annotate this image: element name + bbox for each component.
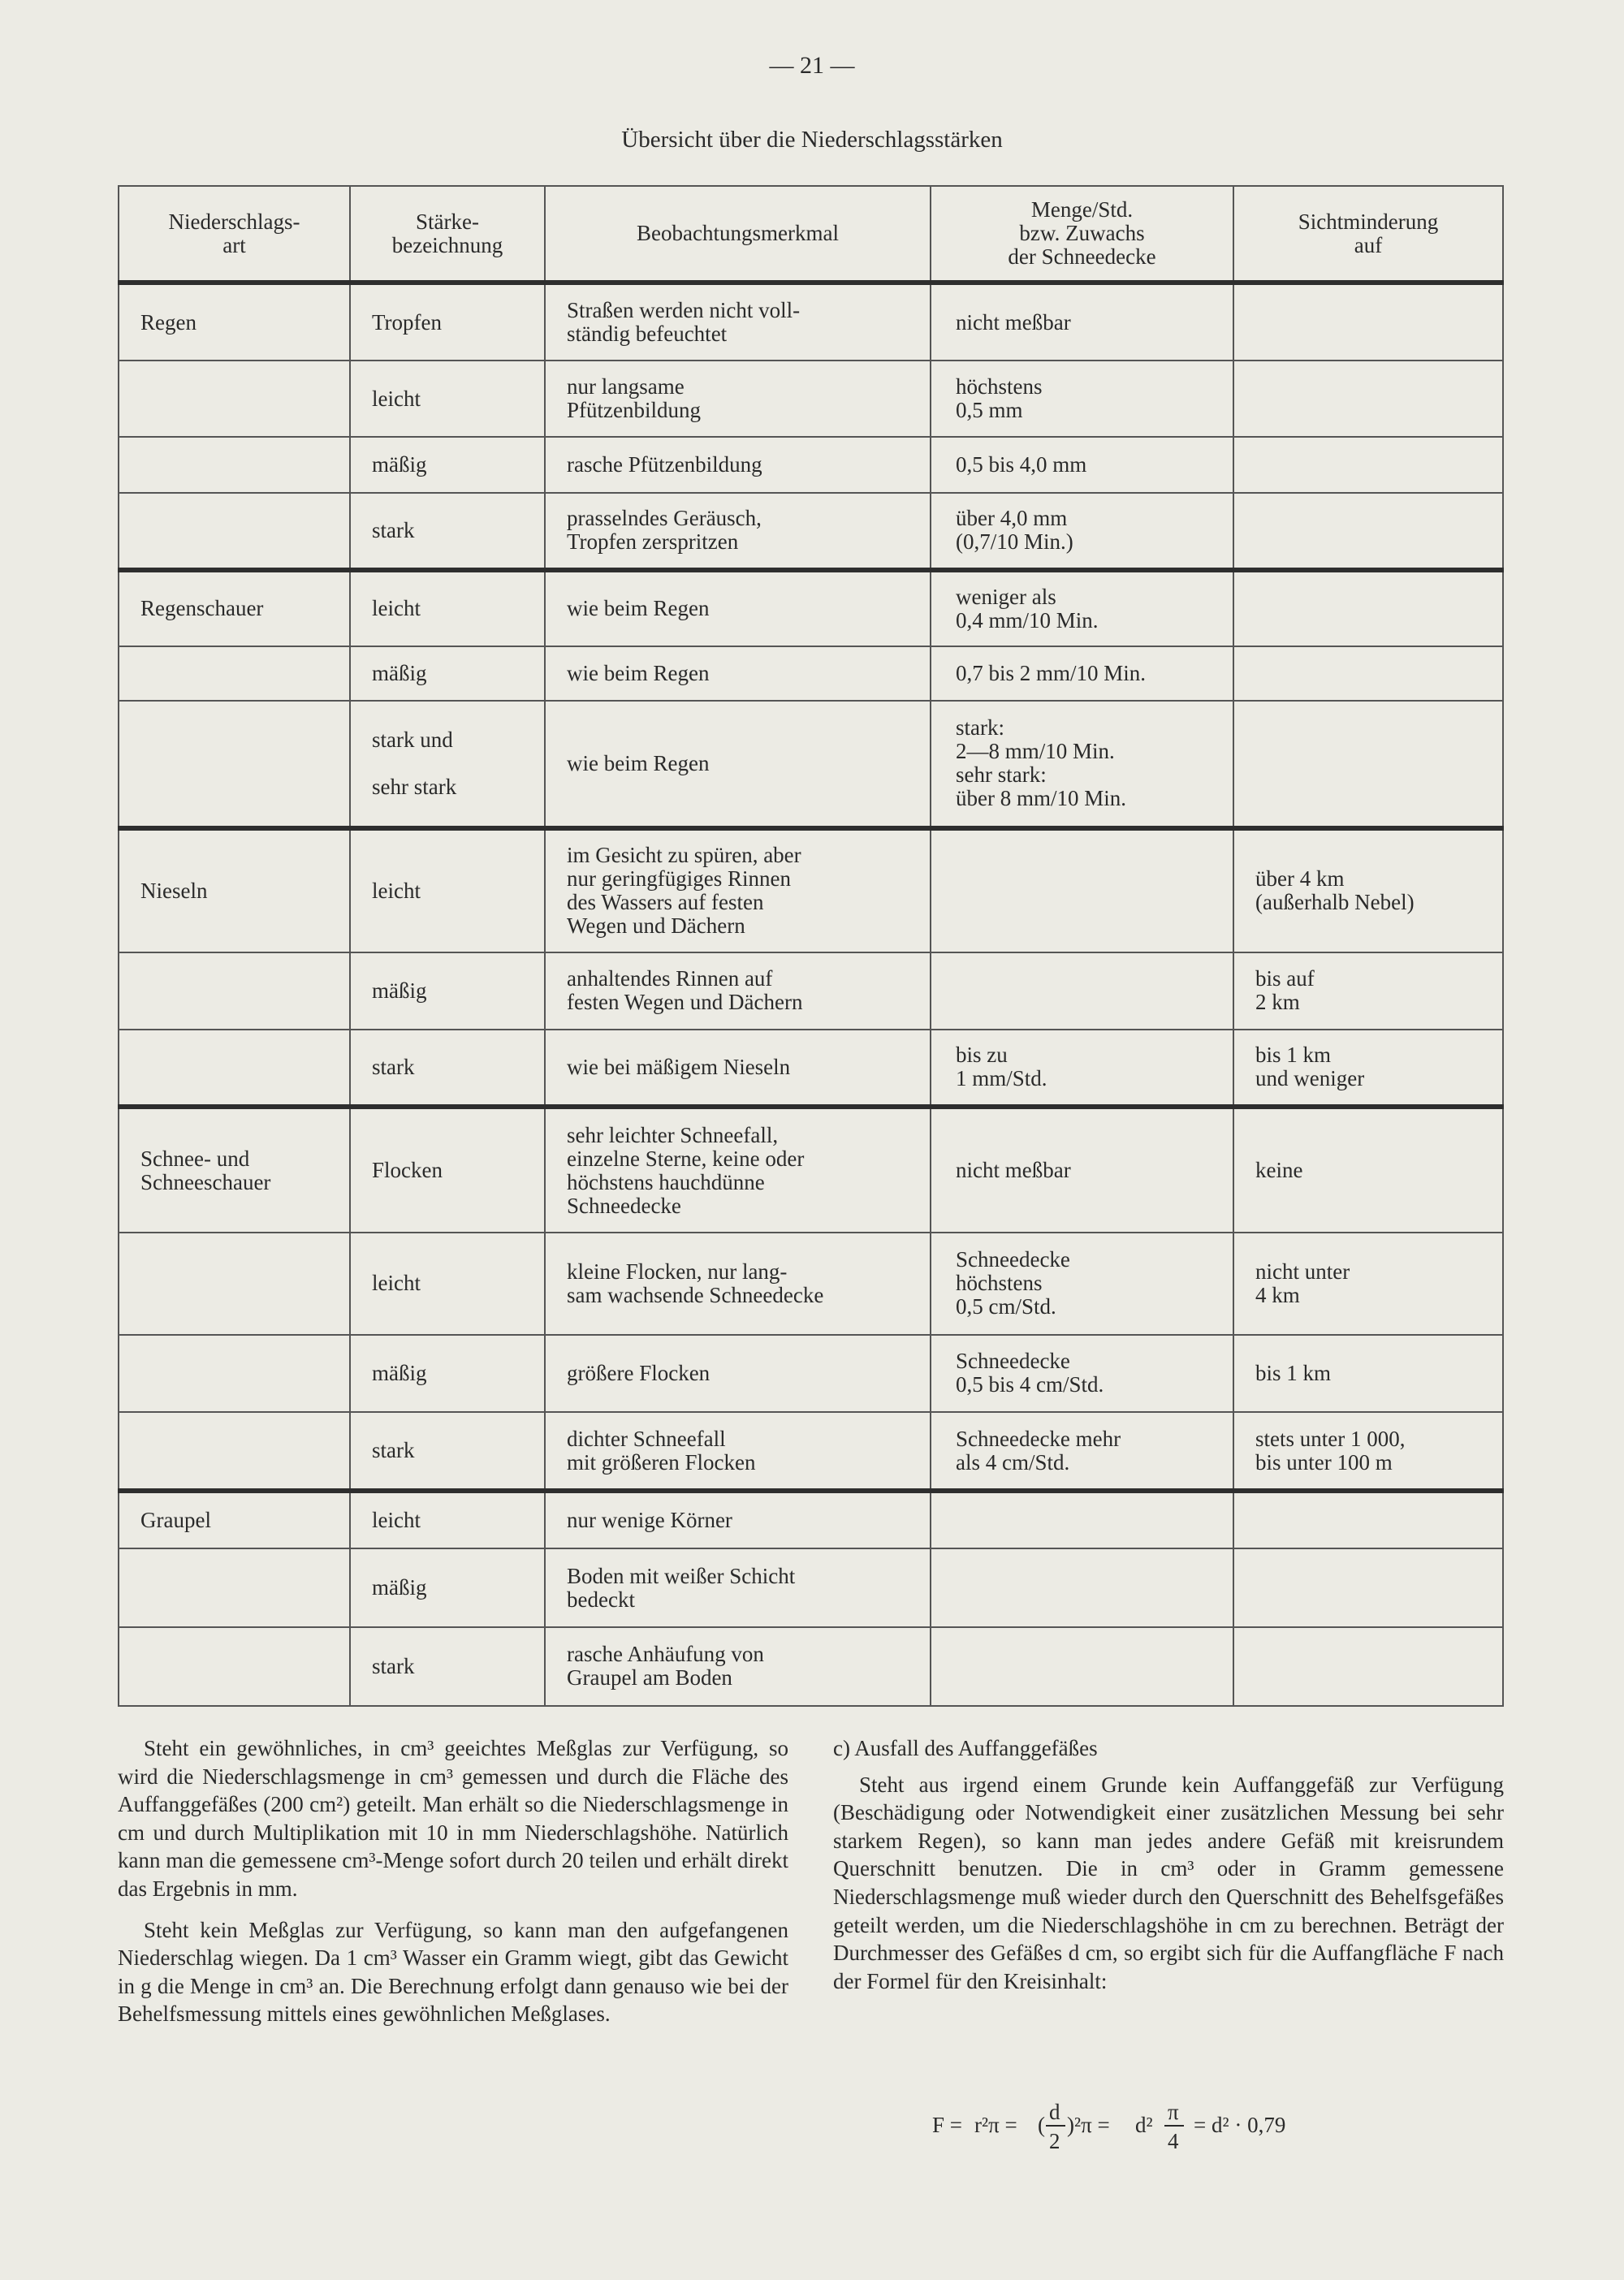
cell-menge: nicht meßbar [931, 1107, 1233, 1233]
cell-menge: 0,7 bis 2 mm/10 Min. [931, 646, 1233, 701]
cell-sicht [1233, 493, 1503, 570]
table-row [119, 283, 1503, 361]
cell-art [119, 646, 350, 701]
formula-r2pi: r²π = [974, 2113, 1017, 2137]
cell-staerke: Tropfen [350, 283, 545, 361]
cell-merkmal: im Gesicht zu spüren, aber nur geringfügiges Rinnen des Wassers auf festen Wegen und Dächern [545, 828, 931, 952]
cell-sicht: über 4 km (außerhalb Nebel) [1233, 828, 1503, 952]
cell-art: Schnee- und Schneeschauer [119, 1107, 350, 1233]
cell-sicht [1233, 1491, 1503, 1548]
cell-art [119, 1627, 350, 1706]
cell-merkmal: Boden mit weißer Schicht bedeckt [545, 1548, 931, 1627]
cell-sicht [1233, 1548, 1503, 1627]
cell-sicht [1233, 283, 1503, 361]
cell-staerke: stark und sehr stark [350, 701, 545, 828]
cell-art [119, 1412, 350, 1491]
cell-merkmal: anhaltendes Rinnen auf festen Wegen und Dächern [545, 952, 931, 1030]
header-staerkebezeichnung: Stärke- bezeichnung [350, 186, 545, 283]
cell-sicht [1233, 437, 1503, 493]
formula-rhs: = d² · 0,79 [1194, 2113, 1286, 2137]
cell-art [119, 952, 350, 1030]
cell-menge: weniger als 0,4 mm/10 Min. [931, 570, 1233, 647]
cell-staerke: stark [350, 493, 545, 570]
cell-menge: Schneedecke mehr als 4 cm/Std. [931, 1412, 1233, 1491]
cell-sicht: bis auf 2 km [1233, 952, 1503, 1030]
section-heading: c) Ausfall des Auffanggefäßes [833, 1736, 1098, 1760]
formula-frac2-denominator: 4 [1168, 2129, 1179, 2153]
table-row [119, 952, 1503, 1030]
header-menge: Menge/Std. bzw. Zuwachs der Schneedecke [931, 186, 1233, 283]
cell-art: Regenschauer [119, 570, 350, 647]
formula-close-pi: )²π = [1067, 2113, 1110, 2137]
cell-merkmal: prasselndes Geräusch, Tropfen zerspritzen [545, 493, 931, 570]
cell-menge: bis zu 1 mm/Std. [931, 1030, 1233, 1107]
cell-sicht [1233, 701, 1503, 828]
cell-merkmal: kleine Flocken, nur lang- sam wachsende Schneedecke [545, 1233, 931, 1334]
cell-staerke: Flocken [350, 1107, 545, 1233]
cell-menge [931, 952, 1233, 1030]
formula-open-paren: ( [1038, 2113, 1045, 2137]
cell-sicht: keine [1233, 1107, 1503, 1233]
cell-art [119, 361, 350, 437]
cell-menge: höchstens 0,5 mm [931, 361, 1233, 437]
cell-staerke: mäßig [350, 952, 545, 1030]
cell-art [119, 1233, 350, 1334]
cell-staerke: stark [350, 1030, 545, 1107]
table-row [119, 828, 1503, 952]
paragraph-auffanggefaess: Steht aus irgend einem Grunde kein Auffanggefäß zur Verfügung (Beschädigung oder Notwendigkeit einer zusätzlichen Messung bei sehr starkem Regen), so kann man jedes andere Gefäß mit kreisrundem Querschnitt benutzen. Die in cm³ oder in Gramm gemessene Niederschlagsmenge muß wieder durch den Querschnitt des Behelfsgefäßes geteilt werden, um die Niederschlagshöhe in cm zu berechnen. Beträgt der Durchmesser des Gefäßes d cm, so ergibt sich für die Auffangfläche F nach der Formel für den Kreisinhalt: [833, 1772, 1504, 1993]
header-niederschlagsart: Niederschlags- art [119, 186, 350, 283]
table-row [119, 1548, 1503, 1627]
table-row [119, 1491, 1503, 1548]
formula-frac1-denominator: 2 [1049, 2129, 1060, 2153]
cell-staerke: mäßig [350, 1548, 545, 1627]
cell-merkmal: wie beim Regen [545, 570, 931, 647]
cell-staerke: mäßig [350, 437, 545, 493]
header-beobachtungsmerkmal: Beobachtungsmerkmal [545, 186, 931, 283]
cell-staerke: mäßig [350, 1335, 545, 1413]
cell-merkmal: rasche Anhäufung von Graupel am Boden [545, 1627, 931, 1706]
cell-sicht [1233, 570, 1503, 647]
table-row [119, 1233, 1503, 1334]
cell-staerke: mäßig [350, 646, 545, 701]
table-row [119, 437, 1503, 493]
cell-menge [931, 1491, 1233, 1548]
cell-staerke: leicht [350, 1233, 545, 1334]
precipitation-table [118, 185, 1504, 1707]
cell-art: Nieseln [119, 828, 350, 952]
cell-menge: nicht meßbar [931, 283, 1233, 361]
table-row [119, 493, 1503, 570]
cell-art [119, 701, 350, 828]
cell-menge: stark: 2—8 mm/10 Min. sehr stark: über 8 mm/10 Min. [931, 701, 1233, 828]
cell-art [119, 1335, 350, 1413]
cell-sicht: nicht unter 4 km [1233, 1233, 1503, 1334]
cell-staerke: leicht [350, 828, 545, 952]
cell-menge [931, 1627, 1233, 1706]
cell-sicht [1233, 361, 1503, 437]
cell-merkmal: sehr leichter Schneefall, einzelne Sterne, keine oder höchstens hauchdünne Schneedecke [545, 1107, 931, 1233]
table-title: Übersicht über die Niederschlagsstärken [621, 127, 1003, 153]
table-row [119, 1627, 1503, 1706]
table-row [119, 1412, 1503, 1491]
cell-menge [931, 1548, 1233, 1627]
table-row [119, 646, 1503, 701]
cell-merkmal: rasche Pfützenbildung [545, 437, 931, 493]
page-number: — 21 — [769, 52, 855, 79]
table-row [119, 570, 1503, 647]
formula-frac2-numerator: π [1168, 2100, 1179, 2124]
table-header-row [119, 186, 1503, 283]
cell-menge: Schneedecke 0,5 bis 4 cm/Std. [931, 1335, 1233, 1413]
left-text-column [118, 1734, 788, 2041]
cell-sicht: stets unter 1 000, bis unter 100 m [1233, 1412, 1503, 1491]
table-row [119, 1030, 1503, 1107]
cell-merkmal: nur wenige Körner [545, 1491, 931, 1548]
formula-lhs: F = [932, 2113, 962, 2137]
cell-sicht [1233, 1627, 1503, 1706]
table-row [119, 1107, 1503, 1233]
table-row [119, 361, 1503, 437]
cell-staerke: stark [350, 1627, 545, 1706]
cell-merkmal: größere Flocken [545, 1335, 931, 1413]
cell-staerke: leicht [350, 361, 545, 437]
formula-frac1-numerator: d [1049, 2100, 1060, 2124]
cell-art [119, 1030, 350, 1107]
cell-merkmal: Straßen werden nicht voll- ständig befeuchtet [545, 283, 931, 361]
cell-merkmal: wie beim Regen [545, 646, 931, 701]
cell-menge: über 4,0 mm (0,7/10 Min.) [931, 493, 1233, 570]
cell-art: Graupel [119, 1491, 350, 1548]
cell-menge: Schneedecke höchstens 0,5 cm/Std. [931, 1233, 1233, 1334]
cell-menge: 0,5 bis 4,0 mm [931, 437, 1233, 493]
cell-sicht: bis 1 km und weniger [1233, 1030, 1503, 1107]
paragraph-wiegen: Steht kein Meßglas zur Verfügung, so kann man den aufgefangenen Niederschlag wiegen. Da 1 cm³ Wasser ein Gramm wiegt, gibt das Gewicht in g die Menge in cm³ an. Die Berechnung erfolgt dann genauso wie bei der Behelfsmessung mittels eines gewöhnlichen Meßglases. [118, 1917, 788, 2027]
header-sichtminderung: Sichtminderung auf [1233, 186, 1503, 283]
right-text-column [833, 1734, 1504, 2008]
cell-merkmal: dichter Schneefall mit größeren Flocken [545, 1412, 931, 1491]
cell-staerke: stark [350, 1412, 545, 1491]
cell-sicht [1233, 646, 1503, 701]
cell-art [119, 437, 350, 493]
formula-d2: d² [1135, 2113, 1153, 2137]
table-row [119, 701, 1503, 828]
paragraph-messglas: Steht ein gewöhnliches, in cm³ geeichtes Meßglas zur Verfügung, so wird die Niederschlagsmenge in cm³ gemessen und durch die Fläche des Auffanggefäßes (200 cm²) geteilt. Man erhält so die Niederschlagsmenge in cm und durch Multiplikation mit 10 in mm Niederschlagshöhe. Natürlich kann man die gemessene cm³-Menge sofort durch 20 teilen und erhält direkt das Ergebnis in mm. [118, 1736, 788, 1901]
cell-art [119, 1548, 350, 1627]
cell-staerke: leicht [350, 1491, 545, 1548]
cell-menge [931, 828, 1233, 952]
cell-merkmal: nur langsame Pfützenbildung [545, 361, 931, 437]
table-row [119, 1335, 1503, 1413]
area-formula [932, 2092, 1419, 2165]
cell-merkmal: wie beim Regen [545, 701, 931, 828]
cell-art [119, 493, 350, 570]
cell-art: Regen [119, 283, 350, 361]
cell-merkmal: wie bei mäßigem Nieseln [545, 1030, 931, 1107]
cell-sicht: bis 1 km [1233, 1335, 1503, 1413]
cell-staerke: leicht [350, 570, 545, 647]
